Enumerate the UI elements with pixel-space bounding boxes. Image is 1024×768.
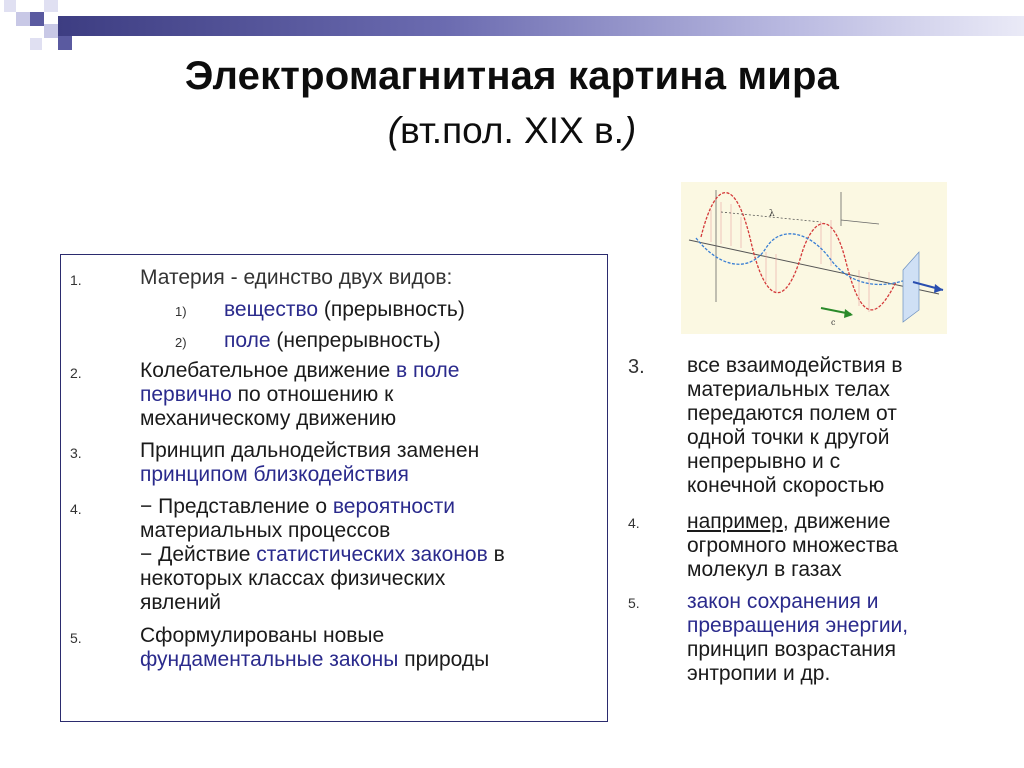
list-number: 4. (70, 501, 82, 517)
list-item-text: Принцип дальнодействия заменен принципом близкодействия (140, 439, 480, 486)
sub-item: вещество (прерывность) (224, 298, 465, 321)
list-item-text: Материя - единство двух видов: (140, 266, 453, 289)
lambda-label: λ (769, 209, 775, 219)
list-item-text: Сформулированы новые фундаментальные законы природы (140, 624, 490, 671)
electric-field-wave (701, 193, 896, 310)
example-word: например (687, 510, 783, 533)
sub-number: 2) (175, 335, 187, 350)
list-number: 1. (70, 272, 82, 288)
deco-square (44, 24, 58, 38)
right-list-item: все взаимодействия в материальных телах передаются полем от одной точки к другой непрерывно и с конечной скоростью (687, 354, 903, 497)
arrowhead (934, 284, 943, 293)
sub-number: 1) (175, 304, 187, 319)
deco-square (30, 12, 44, 26)
propagation-axis (689, 240, 939, 294)
slide-subtitle: (вт.пол. XIX в.) (387, 110, 637, 151)
right-list-item: например, движение огромного множества молекул в газах (687, 510, 899, 581)
em-wave-diagram (681, 182, 947, 334)
list-item-text: − Представление о вероятности материальных процессов − Действие статистических законов в некоторых классах физических явлений (140, 495, 505, 614)
list-number: 3. (628, 356, 645, 378)
slide-title: Электромагнитная картина мира (184, 54, 840, 98)
arrowhead (844, 309, 853, 318)
right-list-item: закон сохранения и превращения энергии, принцип возрастания энтропии и др. (687, 590, 909, 685)
list-number: 5. (628, 595, 640, 611)
list-number: 5. (70, 630, 82, 646)
list-number: 2. (70, 365, 82, 381)
deco-square (16, 12, 30, 26)
deco-square (30, 38, 42, 50)
header-gradient-bar (58, 16, 1024, 36)
list-number: 4. (628, 515, 640, 531)
wave-plane (903, 252, 919, 322)
deco-square (4, 0, 16, 12)
deco-square (58, 36, 72, 50)
em-wave-figure (681, 182, 947, 334)
c-label: c (831, 318, 836, 327)
deco-square (44, 0, 58, 12)
b-axis (841, 220, 879, 224)
magnetic-field-wave (696, 234, 911, 285)
list-item-text: Колебательное движение в поле первично по отношению к механическому движению (140, 359, 460, 430)
list-number: 3. (70, 445, 82, 461)
sub-item: поле (непрерывность) (224, 329, 441, 352)
